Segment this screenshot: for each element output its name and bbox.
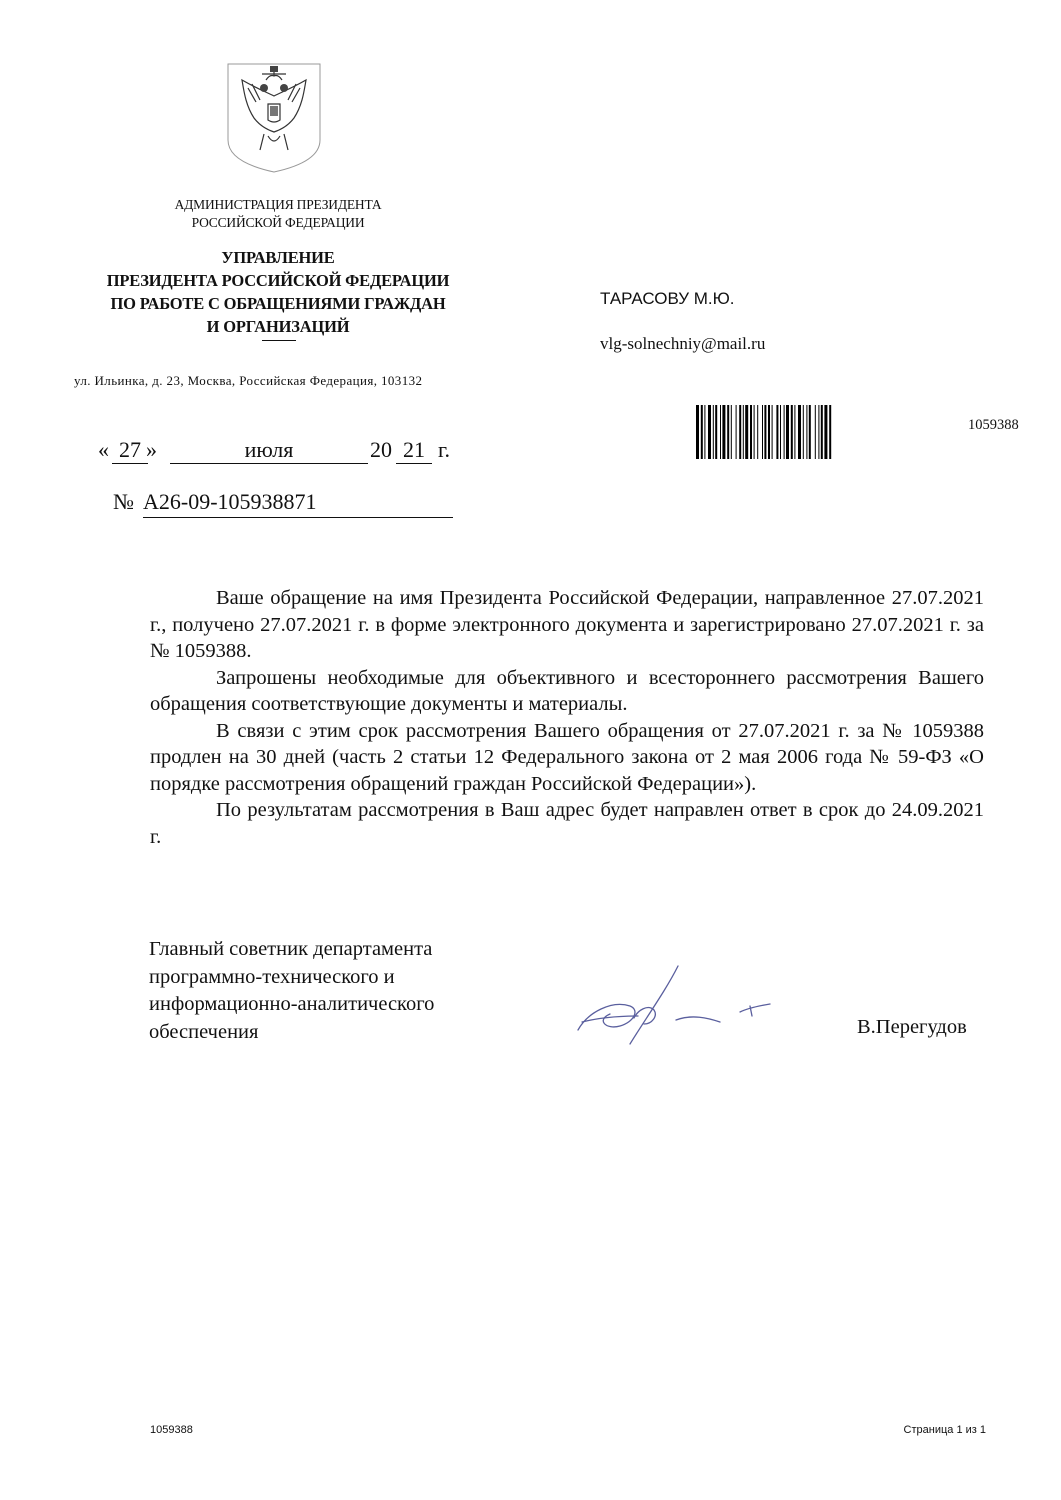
barcode-bar [764, 405, 766, 459]
signatory-role-line: информационно-аналитического [149, 993, 435, 1015]
barcode-bar [776, 405, 778, 459]
barcode-bar [784, 405, 785, 459]
recipient-email: vlg-solnechniy@mail.ru [600, 334, 766, 353]
barcode-bar [701, 405, 703, 459]
barcode-bar [713, 405, 714, 459]
barcode-bar [757, 405, 758, 459]
barcode [696, 405, 952, 459]
date-month: июля [170, 437, 368, 464]
barcode-bar [818, 405, 819, 459]
barcode-bar [780, 405, 781, 459]
barcode-bar [794, 405, 795, 459]
barcode-bar [722, 405, 725, 459]
barcode-bar [750, 405, 752, 459]
date-year-mark: г. [438, 437, 451, 462]
signatory-role [149, 936, 434, 1046]
barcode-bar [745, 405, 748, 459]
barcode-bar [809, 405, 811, 459]
body-paragraph: Запрошены необходимые для объективного и всестороннего рассмотрения Вашего обращения соответствующие документы и материалы. [150, 666, 984, 715]
barcode-bar [798, 405, 801, 459]
footer-page-number: Страница 1 из 1 [903, 1424, 986, 1436]
department-title-line: ПРЕЗИДЕНТА РОССИЙСКОЙ ФЕДЕРАЦИИ [106, 271, 450, 290]
recipient-name: ТАРАСОВУ М.Ю. [600, 289, 735, 308]
admin-title-line2: РОССИЙСКОЙ ФЕДЕРАЦИИ [191, 215, 365, 230]
state-emblem-icon [226, 62, 322, 174]
barcode-bar [715, 405, 717, 459]
barcode-bar [806, 405, 807, 459]
date-year-prefix: 20 [370, 437, 392, 462]
signatory-role-line: Главный советник департамента [149, 938, 433, 960]
barcode-bar [736, 405, 737, 459]
signatory-role-line: обеспечения [149, 1020, 259, 1043]
body-paragraph: В связи с этим срок рассмотрения Вашего обращения от 27.07.2021 г. за № 1059388 продлен на 30 дней (часть 2 статьи 12 Федерального закона от 2 мая 2006 года № 59-ФЗ «О порядке рассмотрения обращений граждан Российской Федерации»). [150, 719, 984, 795]
barcode-bar [739, 405, 741, 459]
barcode-bar [786, 405, 789, 459]
barcode-bar [772, 405, 773, 459]
admin-title-line1: АДМИНИСТРАЦИЯ ПРЕЗИДЕНТА [174, 197, 382, 212]
barcode-bar [824, 405, 827, 459]
date-open-quote: « [98, 437, 109, 462]
barcode-bar [754, 405, 755, 459]
barcode-bar [762, 405, 763, 459]
barcode-number: 1059388 [968, 417, 1019, 433]
date-year-suffix: 21 [396, 437, 432, 464]
signatory-role-line: программно-технического и [149, 965, 395, 988]
handwritten-signature [568, 960, 783, 1048]
barcode-bar [720, 405, 721, 459]
department-title [58, 246, 498, 338]
barcode-bar [731, 405, 732, 459]
barcode-bar [791, 405, 793, 459]
barcode-bar [727, 405, 729, 459]
department-title-line: УПРАВЛЕНИЕ [221, 248, 335, 267]
barcode-bar [696, 405, 699, 459]
barcode-bar [815, 405, 816, 459]
document-number: А26-09-105938871 [143, 489, 453, 518]
department-title-line: ПО РАБОТЕ С ОБРАЩЕНИЯМИ ГРАЖДАН [110, 294, 446, 313]
header-divider [262, 340, 296, 341]
barcode-bar [768, 405, 770, 459]
signatory-name: В.Перегудов [857, 1016, 967, 1038]
body-paragraph: Ваше обращение на имя Президента Российской Федерации, направленное 27.07.2021 г., получено 27.07.2021 г. в форме электронного документа и зарегистрировано 27.07.2021 г. за № 1059388. [150, 587, 984, 662]
department-title-line: И ОРГАНИЗАЦИЙ [206, 317, 350, 336]
barcode-bar [821, 405, 823, 459]
barcode-bar [743, 405, 744, 459]
body-paragraph: По результатам рассмотрения в Ваш адрес будет направлен ответ в срок до 24.09.2021 г. [150, 799, 984, 848]
barcode-bar [803, 405, 804, 459]
barcode-bar [708, 405, 711, 459]
document-number-label: № [113, 489, 134, 514]
sender-address: ул. Ильинка, д. 23, Москва, Российская Федерация, 103132 [74, 373, 423, 388]
barcode-bar [704, 405, 705, 459]
footer-document-id: 1059388 [150, 1424, 193, 1436]
date-close-quote: » [146, 437, 157, 462]
barcode-bar [829, 405, 831, 459]
date-day: 27 [112, 437, 148, 464]
letter-body [150, 585, 984, 850]
